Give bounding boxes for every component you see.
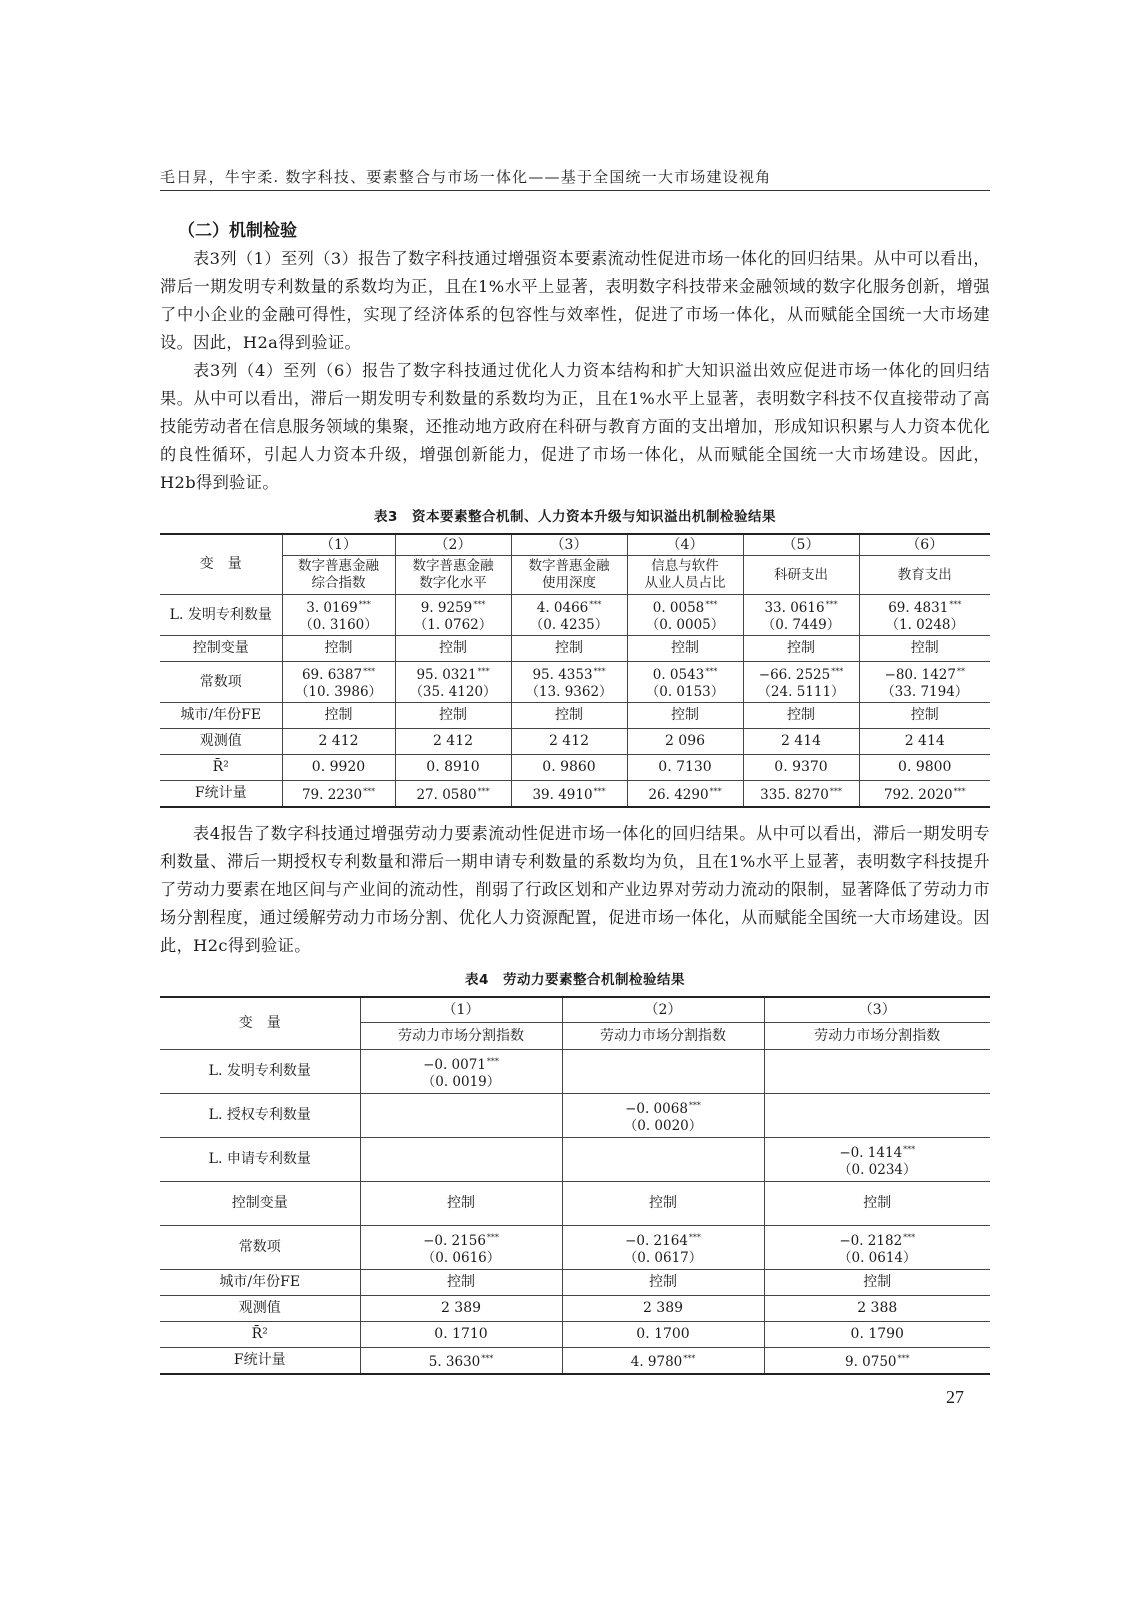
table3-row-constant-cell-value: 95. 4353 <box>532 667 593 683</box>
table3-col-name-line1: 教育支出 <box>897 566 952 583</box>
table3-row-f-cell <box>282 781 395 808</box>
table3-row-f-cell-value: 335. 8270 <box>760 787 829 803</box>
table3-col-name-line2: 数字化水平 <box>419 575 487 591</box>
table3-row-controls-cell: 控制 <box>511 636 627 662</box>
table4-row-f-cell-stars: *** <box>897 1354 910 1363</box>
table4-row-constant-cell-stars: *** <box>688 1232 701 1242</box>
table3-col-name <box>627 556 743 595</box>
table4-row-constant-cell <box>764 1226 990 1270</box>
table4-cell <box>360 1050 562 1094</box>
table4-row-fe-cell: 控制 <box>764 1270 990 1296</box>
table4-row-f-cell-value: 5. 3630 <box>428 1354 481 1370</box>
table3-col-num: （4） <box>627 534 743 556</box>
paragraph-3: 表4报告了数字科技通过增强劳动力要素流动性促进市场一体化的回归结果。从中可以看出，滞后一期发明专利数量、滞后一期授权专利数量和滞后一期申请专利数量的系数均为负，且在1%水平上显著，表明数字科技提升了劳动力要素在地区间与产业间的流动性，削弱了行政区划和产业边界对劳动力流动的限制，显著降低了劳动力市场分割程度，通过缓解劳动力市场分割、优化人力资源配置，促进市场一体化，从而赋能全国统一大市场建设。因此，H2c得到验证。 <box>160 824 990 955</box>
table3-row-constant-cell-value: 95. 0321 <box>416 667 477 683</box>
table3-row-constant-cell-stars: ** <box>956 667 965 676</box>
table4-col-num: （2） <box>562 997 764 1023</box>
table3-row-patent-cell <box>743 595 859 636</box>
table4-row-f-cell-coef <box>565 1350 762 1371</box>
table3-row-fe-cell: 控制 <box>743 703 859 729</box>
table3-row-r2-cell: 0. 9370 <box>743 755 859 781</box>
table4-row-patent-1 <box>160 1094 990 1138</box>
table3-row-f-cell-value: 26. 4290 <box>648 787 709 803</box>
table3-row-f-cell-stars: *** <box>477 787 490 796</box>
table3-row-constant-cell-se: （33. 7194） <box>881 684 969 700</box>
paragraph-1: 表3列（1）至列（3）报告了数字科技通过增强资本要素流动性促进市场一体化的回归结果。从中可以看出，滞后一期发明专利数量的系数均为正，且在1%水平上显著，表明数字科技带来金融领域的数字化服务创新，增强了中小企业的金融可得性，实现了经济体系的包容性与效率性，促进了市场一体化，从而赋能全国统一大市场建设。因此，H2a得到验证。 <box>160 249 990 352</box>
table3-row-patent-cell-value: 69. 4831 <box>888 600 949 616</box>
table4-row-constant <box>160 1226 990 1270</box>
table3-row-patent-cell-value: 4. 0466 <box>536 600 589 616</box>
table4-row-fe-cell: 控制 <box>562 1270 764 1296</box>
table4-row-obs-cell: 2 389 <box>562 1296 764 1322</box>
table4-col-num: （3） <box>764 997 990 1023</box>
table4-row-constant-cell-value: −0. 2182 <box>839 1232 903 1249</box>
table3-row-f-cell-coef <box>285 783 393 804</box>
table4-row-constant-cell-coef <box>363 1229 560 1250</box>
table3-header-row-1 <box>160 534 990 556</box>
table4-cell-stars: *** <box>903 1144 916 1154</box>
table3-col-name <box>743 556 859 595</box>
table4-empty-cell <box>764 1050 990 1094</box>
table3-row-patent-cell-se: （1. 0762） <box>413 617 493 633</box>
table4-col-num: （1） <box>360 997 562 1023</box>
table3-row-patent-cell-se: （1. 0248） <box>885 617 965 633</box>
table3-row-f-cell-value: 39. 4910 <box>532 787 593 803</box>
table3-row-patent-cell <box>859 595 990 636</box>
table3-row-r2-label: R̄² <box>160 755 282 781</box>
table4-row-obs-cell: 2 388 <box>764 1296 990 1322</box>
table4-row-constant-cell-stars: *** <box>903 1232 916 1242</box>
table3-row-fe-cell: 控制 <box>859 703 990 729</box>
table3-row-patent-cell-coef <box>398 596 509 617</box>
table3-row-obs-cell: 2 414 <box>859 729 990 755</box>
table4-row-fe-cell: 控制 <box>360 1270 562 1296</box>
table4-row-constant-cell-se: （0. 0616） <box>421 1249 501 1266</box>
table4-cell-stars: *** <box>688 1100 701 1110</box>
table3-row-r2-cell: 0. 9860 <box>511 755 627 781</box>
table3-row-patent-cell-coef <box>514 596 625 617</box>
table3-row-constant-cell-stars: *** <box>477 667 490 676</box>
table3-col-name-line1: 数字普惠金融 <box>298 558 379 574</box>
table3-col-name <box>282 556 395 595</box>
table3-row-constant-cell-coef <box>398 663 509 684</box>
table3-row-patent-cell-value: 33. 0616 <box>764 600 825 616</box>
table4-row-label: L. 申请专利数量 <box>160 1138 360 1182</box>
table3-row-patent-cell <box>395 595 511 636</box>
table3-row-controls-cell: 控制 <box>627 636 743 662</box>
table3-row-fe-cell: 控制 <box>511 703 627 729</box>
table3-row-obs-cell: 2 414 <box>743 729 859 755</box>
table4-cell-value: −0. 0068 <box>625 1100 688 1117</box>
table3-row-fe-cell: 控制 <box>395 703 511 729</box>
table4-row-controls-label: 控制变量 <box>160 1182 360 1226</box>
table3-row-constant-cell <box>627 662 743 703</box>
table3-row-controls-cell: 控制 <box>859 636 990 662</box>
table4-cell <box>764 1138 990 1182</box>
table3-row-patent-cell-value: 0. 0058 <box>652 600 705 616</box>
table4-row-constant-label: 常数项 <box>160 1226 360 1270</box>
table3-row-f-cell-stars: *** <box>829 787 842 796</box>
table4-row-f-cell <box>764 1348 990 1375</box>
table3-col-name-line2: 使用深度 <box>542 575 596 591</box>
table3-row-constant-cell-se: （24. 5111） <box>757 684 845 700</box>
table3-row-patent-cell-stars: *** <box>705 600 718 609</box>
table3-row-patent-cell-value: 3. 0169 <box>306 600 358 616</box>
table3-row-constant-cell-se: （0. 0153） <box>645 684 725 700</box>
table3-row-controls-label: 控制变量 <box>160 636 282 662</box>
table3-row-patent-cell-stars: *** <box>589 600 602 609</box>
table3-col-name <box>859 556 990 595</box>
table3-row-patent-cell-coef <box>746 596 857 617</box>
header-rule <box>160 190 990 191</box>
table3-row-patent-cell-se: （0. 7449） <box>761 617 841 633</box>
table3-row-patent-label: L. 发明专利数量 <box>160 595 282 636</box>
table3-row-f-label: F统计量 <box>160 781 282 808</box>
table4-cell-se: （0. 0234） <box>837 1161 917 1178</box>
table4-empty-cell <box>562 1138 764 1182</box>
table4-row-obs-label: 观测值 <box>160 1296 360 1322</box>
table3-row-patent-cell-se: （0. 4235） <box>529 617 609 633</box>
table3-row-obs <box>160 729 990 755</box>
table4-row-obs-cell: 2 389 <box>360 1296 562 1322</box>
table3-row-f <box>160 781 990 808</box>
table4-cell-value: −0. 0071 <box>423 1056 486 1073</box>
table4-row-fe <box>160 1270 990 1296</box>
table3-row-constant-cell-se: （13. 9362） <box>525 684 613 700</box>
running-head: 毛日昇，牛宇柔. 数字科技、要素整合与市场一体化——基于全国统一大市场建设视角 <box>160 168 772 186</box>
table4-row-f <box>160 1348 990 1375</box>
table3-row-obs-cell: 2 412 <box>395 729 511 755</box>
table3-row-f-cell-coef <box>630 783 741 804</box>
table3-row-f-cell-coef <box>514 783 625 804</box>
table4-cell-coef <box>363 1053 560 1074</box>
table3-row-f-cell-value: 792. 2020 <box>883 787 953 803</box>
table3-row-f-cell-stars: *** <box>363 787 376 796</box>
table4-cell-coef <box>767 1141 989 1162</box>
table4-row-r2-label: R̄² <box>160 1322 360 1348</box>
table3-row-f-cell-value: 79. 2230 <box>301 787 363 803</box>
table4-row-f-label: F统计量 <box>160 1348 360 1375</box>
table3-row-constant-cell-coef <box>862 663 989 684</box>
table4-row-f-cell-coef <box>363 1350 560 1371</box>
table4-caption: 表4 劳动力要素整合机制检验结果 <box>465 972 685 988</box>
table3-row-f-cell-coef <box>862 783 989 804</box>
table3-row-patent-cell-stars: *** <box>358 600 371 609</box>
table3-row-constant-cell <box>859 662 990 703</box>
table4-row-constant-cell-coef <box>767 1229 989 1250</box>
table3-row-constant-cell-coef <box>746 663 857 684</box>
table3-col-name-line1: 数字普惠金融 <box>412 558 494 574</box>
table3-col-name <box>511 556 627 595</box>
table4-col-name: 劳动力市场分割指数 <box>764 1023 990 1050</box>
table3-row-patent-cell <box>282 595 395 636</box>
table3-row-f-cell-stars: *** <box>709 787 722 796</box>
table4-row-label: L. 发明专利数量 <box>160 1050 360 1094</box>
table4-row-obs <box>160 1296 990 1322</box>
table4-cell-se: （0. 0020） <box>623 1117 703 1134</box>
table3-col-name-line2: 综合指数 <box>311 575 366 591</box>
table3-row-patent-cell-value: 9. 9259 <box>420 600 473 616</box>
table3-row-constant-cell-stars: *** <box>831 667 844 676</box>
table4-cell-se: （0. 0019） <box>421 1073 501 1090</box>
table3-row-controls-cell: 控制 <box>743 636 859 662</box>
table3-row-patent-cell <box>627 595 743 636</box>
table4-empty-cell <box>360 1094 562 1138</box>
table3-row-patent-cell-coef <box>630 596 741 617</box>
table3-row-patent-cell <box>511 595 627 636</box>
table4-row-f-cell-coef <box>767 1350 989 1371</box>
table4-empty-cell <box>562 1050 764 1094</box>
table3-row-constant-cell-stars: *** <box>593 667 606 676</box>
table4-row-label: L. 授权专利数量 <box>160 1094 360 1138</box>
table4-row-patent-2 <box>160 1138 990 1182</box>
table4-row-f-cell <box>360 1348 562 1375</box>
table3-var-header: 变 量 <box>160 534 282 595</box>
table3-row-constant-cell-value: 69. 6387 <box>301 667 363 683</box>
table3-row-f-cell-stars: *** <box>953 787 966 796</box>
table4-row-f-cell-stars: *** <box>481 1354 494 1363</box>
table4-empty-cell <box>764 1094 990 1138</box>
table3-row-obs-label: 观测值 <box>160 729 282 755</box>
table3-caption: 表3 资本要素整合机制、人力资本升级与知识溢出机制检验结果 <box>374 509 776 525</box>
page-number: 27 <box>946 1387 964 1407</box>
table3-row-constant-cell-value: −80. 1427 <box>884 667 956 683</box>
table4-row-f-cell <box>562 1348 764 1375</box>
paragraph-2: 表3列（4）至列（6）报告了数字科技通过优化人力资本结构和扩大知识溢出效应促进市场一体化的回归结果。从中可以看出，滞后一期发明专利数量的系数均为正，且在1%水平上显著，表明数字科技不仅直接带动了高技能劳动者在信息服务领域的集聚，还推动地方政府在科研与教育方面的支出增加，形成知识积累与人力资本优化的良性循环，引起人力资本升级，增强创新能力，促进了市场一体化，从而赋能全国统一大市场建设。因此，H2b得到验证。 <box>160 361 990 492</box>
table4-row-controls-cell: 控制 <box>360 1182 562 1226</box>
table4-row-controls-cell: 控制 <box>764 1182 990 1226</box>
table4-row-r2-cell: 0. 1790 <box>764 1322 990 1348</box>
table3-row-r2-cell: 0. 9800 <box>859 755 990 781</box>
table3-row-constant-cell-stars: *** <box>363 667 376 676</box>
table4-row-f-cell-value: 9. 0750 <box>844 1354 897 1370</box>
table3-row-patent-cell-se: （0. 0005） <box>645 617 725 633</box>
table4-row-fe-label: 城市/年份FE <box>160 1270 360 1296</box>
table3-row-controls <box>160 636 990 662</box>
table3-col-name-line1: 信息与软件 <box>651 558 719 574</box>
table3-row-patent-cell-stars: *** <box>949 600 962 609</box>
table3-row-fe <box>160 703 990 729</box>
table3-row-patent-cell-stars: *** <box>473 600 486 609</box>
table3-row-constant-cell-se: （10. 3986） <box>294 684 383 700</box>
table3-row-constant-cell-se: （35. 4120） <box>409 684 497 700</box>
table3-row-fe-cell: 控制 <box>627 703 743 729</box>
table3-row-patent-cell-se: （0. 3160） <box>299 617 378 633</box>
table3-row-f-cell-coef <box>746 783 857 804</box>
table4-empty-cell <box>360 1138 562 1182</box>
table3-row-fe-label: 城市/年份FE <box>160 703 282 729</box>
table3-col-num: （3） <box>511 534 627 556</box>
table3-row-r2-cell: 0. 8910 <box>395 755 511 781</box>
table3-col-name-line1: 数字普惠金融 <box>528 558 610 574</box>
table3-row-patent-cell-coef <box>285 596 393 617</box>
table3-row-controls-cell: 控制 <box>395 636 511 662</box>
table3-row-f-cell-coef <box>398 783 509 804</box>
table4-row-constant-cell <box>562 1226 764 1270</box>
table3-row-r2 <box>160 755 990 781</box>
table4-row-constant-cell-value: −0. 2164 <box>625 1232 688 1249</box>
table4-cell-stars: *** <box>486 1056 499 1066</box>
table3-row-constant-cell-value: −66. 2525 <box>758 667 831 683</box>
table3-header-row-2 <box>160 556 990 595</box>
table3-col-num: （2） <box>395 534 511 556</box>
table3-row-f-cell-stars: *** <box>593 787 606 796</box>
table4-row-constant-cell-coef <box>565 1229 762 1250</box>
page-content <box>160 210 990 1375</box>
table3-row-constant-cell-coef <box>285 663 393 684</box>
table3-row-constant-cell <box>511 662 627 703</box>
table3-row-f-cell-value: 27. 0580 <box>416 787 477 803</box>
table4-row-constant-cell-value: −0. 2156 <box>423 1232 486 1249</box>
table4-row-f-cell-value: 4. 9780 <box>630 1354 683 1370</box>
table3-col-name-line1: 科研支出 <box>774 566 828 583</box>
table3-row-obs-cell: 2 412 <box>511 729 627 755</box>
table3-col-name-line2: 从业人员占比 <box>644 575 726 591</box>
table4-cell-coef <box>565 1097 762 1118</box>
table4-var-header: 变 量 <box>160 997 360 1050</box>
table4-cell <box>562 1094 764 1138</box>
table4-row-f-cell-stars: *** <box>683 1354 696 1363</box>
section-title: （二）机制检验 <box>178 221 297 241</box>
table3-row-patent <box>160 595 990 636</box>
table3-row-f-cell <box>859 781 990 808</box>
table3-col-num: （6） <box>859 534 990 556</box>
table3-row-f-cell <box>395 781 511 808</box>
table4-row-controls <box>160 1182 990 1226</box>
table3-row-f-cell <box>743 781 859 808</box>
table3-row-r2-cell: 0. 9920 <box>282 755 395 781</box>
table3-row-constant-cell <box>395 662 511 703</box>
table3-row-constant-cell-coef <box>630 663 741 684</box>
table3-row-constant-cell <box>743 662 859 703</box>
table4 <box>160 996 990 1375</box>
table3-row-constant-cell-stars: *** <box>705 667 718 676</box>
table3-row-controls-cell: 控制 <box>282 636 395 662</box>
table3-row-constant-cell-value: 0. 0543 <box>652 667 705 683</box>
table3 <box>160 533 990 808</box>
table3-col-name <box>395 556 511 595</box>
table4-row-r2 <box>160 1322 990 1348</box>
table4-cell-value: −0. 1414 <box>839 1144 903 1161</box>
table3-row-obs-cell: 2 412 <box>282 729 395 755</box>
table3-row-obs-cell: 2 096 <box>627 729 743 755</box>
table3-row-patent-cell-coef <box>862 596 989 617</box>
table3-row-r2-cell: 0. 7130 <box>627 755 743 781</box>
table4-row-constant-cell-stars: *** <box>486 1232 499 1242</box>
table3-row-constant-cell <box>282 662 395 703</box>
table3-row-f-cell <box>627 781 743 808</box>
table3-row-constant-label: 常数项 <box>160 662 282 703</box>
table3-row-patent-cell-stars: *** <box>825 600 838 609</box>
table4-col-name: 劳动力市场分割指数 <box>360 1023 562 1050</box>
table4-row-constant-cell-se: （0. 0614） <box>837 1249 917 1266</box>
table4-row-patent-0 <box>160 1050 990 1094</box>
table4-header-row-1 <box>160 997 990 1023</box>
table3-row-constant <box>160 662 990 703</box>
table3-row-fe-cell: 控制 <box>282 703 395 729</box>
table3-row-constant-cell-coef <box>514 663 625 684</box>
table4-row-constant-cell <box>360 1226 562 1270</box>
table3-row-f-cell <box>511 781 627 808</box>
table4-row-controls-cell: 控制 <box>562 1182 764 1226</box>
table3-col-num: （5） <box>743 534 859 556</box>
table4-row-constant-cell-se: （0. 0617） <box>623 1249 703 1266</box>
table4-row-r2-cell: 0. 1710 <box>360 1322 562 1348</box>
table3-col-num: （1） <box>282 534 395 556</box>
table4-col-name: 劳动力市场分割指数 <box>562 1023 764 1050</box>
table4-row-r2-cell: 0. 1700 <box>562 1322 764 1348</box>
